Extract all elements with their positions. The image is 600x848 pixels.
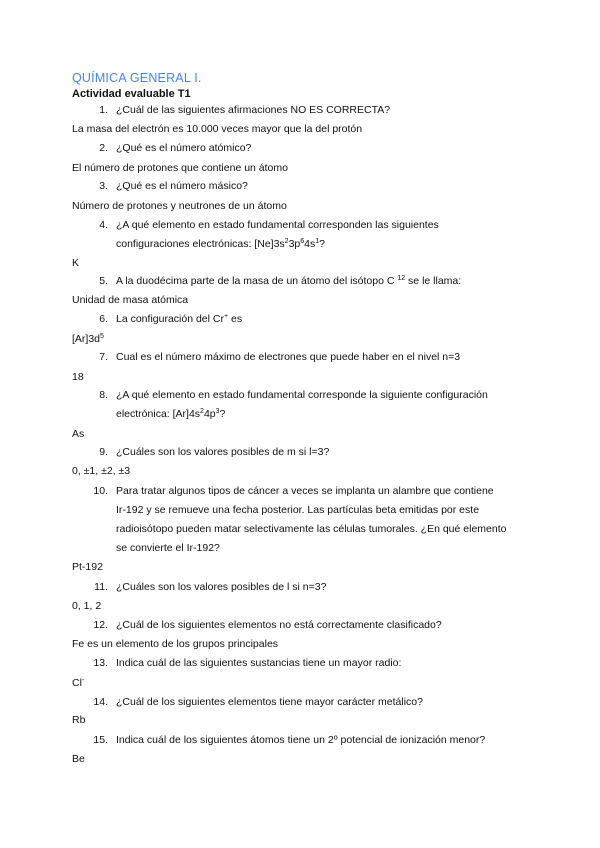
- question-text: ¿Cuáles son los valores posibles de m si l=3?: [116, 446, 330, 458]
- question-text: ¿Cuál de los siguientes elementos tiene mayor carácter metálico?: [116, 696, 423, 708]
- question-number: 6.: [99, 313, 108, 325]
- superscript: 3: [215, 408, 220, 415]
- question-13: [90, 654, 530, 673]
- question-text-cont: es: [228, 313, 243, 325]
- question-11: [90, 578, 530, 597]
- question-15: [90, 731, 530, 750]
- question-text: La configuración del Cr: [116, 313, 224, 325]
- superscript: 1: [315, 238, 320, 245]
- answer-3: Número de protones y neutrones de un átomo: [72, 200, 287, 212]
- question-text: ¿Cuál de los siguientes elementos no está correctamente clasificado?: [116, 619, 442, 631]
- question-number: 15.: [93, 734, 108, 746]
- question-text-cont: 3p: [288, 238, 301, 250]
- question-number: 5.: [99, 275, 108, 287]
- question-text-cont: se convierte el Ir-192?: [116, 542, 220, 554]
- question-number: 7.: [99, 351, 108, 363]
- question-text-cont: se le llama:: [405, 275, 462, 287]
- question-number: 1.: [99, 104, 108, 116]
- question-text: ¿A qué elemento en estado fundamental corresponden las siguientes: [116, 219, 439, 231]
- question-number: 10.: [93, 485, 108, 497]
- answer-text: Cl: [72, 677, 82, 689]
- question-number: 14.: [93, 696, 108, 708]
- answer-7: 18: [72, 371, 84, 383]
- superscript: 12: [397, 275, 406, 282]
- question-number: 11.: [94, 581, 108, 593]
- question-text: Indica cuál de las siguientes sustancias tiene un mayor radio:: [116, 657, 402, 669]
- answer-6: [72, 333, 104, 345]
- answer-13: [72, 677, 84, 689]
- question-text-cont: 4p: [203, 408, 216, 420]
- question-text-cont: ?: [319, 238, 326, 250]
- superscript: 2: [284, 238, 289, 245]
- question-text-cont: ?: [219, 408, 226, 420]
- question-number: 12.: [93, 619, 108, 631]
- question-text: Indica cuál de los siguientes átomos tiene un 2º potencial de ionización menor?: [116, 734, 486, 746]
- answer-15: Be: [72, 753, 85, 765]
- question-text: Para tratar algunos tipos de cáncer a veces se implanta un alambre que contiene: [116, 485, 494, 497]
- question-text: ¿Qué es el número atómico?: [116, 142, 252, 154]
- answer-1: La masa del electrón es 10.000 veces mayor que la del protón: [72, 123, 363, 135]
- question-14: [90, 693, 530, 712]
- question-text-cont: Ir-192 y se remueve una fecha posterior. Las partículas beta emitidas por este: [116, 504, 480, 516]
- question-7: [90, 348, 530, 367]
- question-number: 13.: [93, 657, 108, 669]
- question-text: ¿Qué es el número másico?: [116, 180, 248, 192]
- superscript: -: [81, 677, 85, 684]
- question-1: [90, 101, 530, 120]
- question-6: [90, 310, 530, 329]
- question-number: 2.: [99, 142, 108, 154]
- question-8: [90, 386, 530, 424]
- answer-12: Fe es un elemento de los grupos principales: [72, 638, 279, 650]
- question-3: [90, 177, 530, 196]
- question-number: 4.: [99, 219, 108, 231]
- question-text-cont: radioisótopo pueden matar selectivamente las células tumorales. ¿En qué elemento: [116, 523, 507, 535]
- superscript: +: [223, 313, 229, 320]
- question-text-cont: electrónica: [Ar]4s: [116, 408, 201, 420]
- answer-10: Pt-192: [72, 561, 103, 573]
- question-2: [90, 139, 530, 158]
- question-number: 3.: [99, 180, 108, 192]
- question-4: [90, 216, 530, 254]
- question-number: 9.: [99, 446, 108, 458]
- answer-14: Rb: [72, 714, 86, 726]
- question-9: [90, 443, 530, 462]
- answer-11: 0, 1, 2: [72, 600, 102, 612]
- superscript: 2: [200, 408, 204, 415]
- answer-8: As: [72, 428, 85, 440]
- question-12: [90, 616, 530, 635]
- question-5: [90, 272, 530, 291]
- superscript: 5: [100, 333, 104, 340]
- answer-text: [Ar]3d: [72, 333, 101, 345]
- answer-2: El número de protones que contiene un átomo: [72, 162, 288, 174]
- answer-4: K: [72, 257, 80, 269]
- superscript: 6: [300, 238, 305, 245]
- question-number: 8.: [99, 389, 108, 401]
- question-text: Cual es el número máximo de electrones que puede haber en el nivel n=3: [116, 351, 461, 363]
- question-text-cont: configuraciones electrónicas: [Ne]3s: [116, 238, 285, 250]
- question-text: A la duodécima parte de la masa de un átomo del isótopo C: [116, 275, 398, 287]
- question-text-cont: 4s: [304, 238, 316, 250]
- document-subtitle: Actividad evaluable T1: [72, 88, 191, 100]
- answer-9: 0, ±1, ±2, ±3: [72, 465, 131, 477]
- answer-5: Unidad de masa atómica: [72, 294, 189, 306]
- question-text: ¿Cuáles son los valores posibles de l si n=3?: [116, 581, 327, 593]
- question-text: ¿A qué elemento en estado fundamental corresponde la siguiente configuración: [116, 389, 488, 401]
- document-title: QUÍMICA GENERAL I.: [72, 71, 202, 85]
- question-text: ¿Cuál de las siguientes afirmaciones NO ES CORRECTA?: [116, 104, 391, 116]
- question-10: [90, 482, 530, 558]
